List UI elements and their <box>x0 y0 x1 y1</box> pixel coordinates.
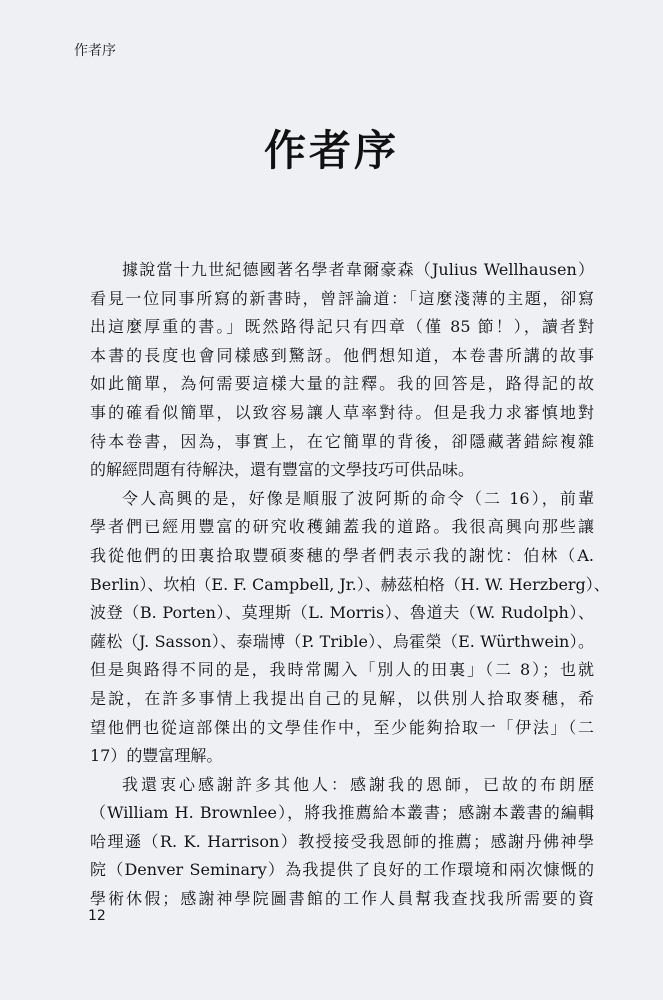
page-title: 作者序 <box>263 126 399 175</box>
text-line: 事的確看似簡單，以致容易讓人草率對待。但是我力求審慎地對 <box>90 402 594 422</box>
text-line: 哈理遜（R. K. Harrison）教授接受我恩師的推薦；感謝丹佛神學 <box>90 831 594 851</box>
text-line: 學術休假；感謝神學院圖書館的工作人員幫我查找我所需要的資 <box>90 889 594 909</box>
text-line: 但是與路得不同的是，我時常闖入「別人的田裏」（二 8）；也就 <box>90 660 594 680</box>
text-line: 我從他們的田裏拾取豐碩麥穗的學者們表示我的謝忱：伯林（A. <box>90 545 594 565</box>
text-line: 望他們也從這部傑出的文學佳作中，至少能夠拾取一「伊法」（二 <box>90 717 594 737</box>
text-line: 薩松（J. Sasson）、泰瑞博（P. Trible）、烏霍榮（E. Würthwein）。 <box>90 631 594 651</box>
text-line: （William H. Brownlee），將我推薦給本叢書；感謝本叢書的編輯 <box>90 803 594 823</box>
text-line: 學者們已經用豐富的研究收穫鋪蓋我的道路。我很高興向那些讓 <box>90 517 594 537</box>
running-head: 作者序 <box>74 43 116 59</box>
text-line: 如此簡單，為何需要這樣大量的註釋。我的回答是，路得記的故 <box>90 374 594 394</box>
text-line: 出這麼厚重的書。」既然路得記只有四章（僅 85 節！），讀者對 <box>90 317 594 337</box>
text-line: 的解經問題有待解決，還有豐富的文學技巧可供品味。 <box>90 460 475 480</box>
text-line: 據說當十九世紀德國著名學者韋爾豪森（Julius Wellhausen） <box>122 260 594 279</box>
text-line: 我還衷心感謝許多其他人：感謝我的恩師，已故的布朗歷 <box>122 774 594 794</box>
text-line: 是說，在許多事情上我提出自己的見解，以供別人拾取麥穗，希 <box>90 688 594 708</box>
text-line: 看見一位同事所寫的新書時，曾評論道：「這麼淺薄的主題，卻寫 <box>90 288 594 308</box>
text-line: Berlin）、坎柏（E. F. Campbell, Jr.）、赫茲柏格（H. W. Herzberg）、 <box>90 574 610 594</box>
text-line: 令人高興的是，好像是順服了波阿斯的命令（二 16），前輩 <box>122 488 594 508</box>
text-line: 17）的豐富理解。 <box>90 746 223 766</box>
text-line: 本書的長度也會同樣感到驚訝。他們想知道，本卷書所講的故事 <box>90 345 594 365</box>
text-line: 待本卷書，因為，事實上，在它簡單的背後，卻隱藏著錯綜複雜 <box>90 431 594 451</box>
text-line: 波登（B. Porten）、莫理斯（L. Morris）、魯道夫（W. Rudolph）、 <box>90 603 594 623</box>
page-number: 12 <box>88 908 106 924</box>
body-text <box>90 256 610 914</box>
text-line: 院（Denver Seminary）為我提供了良好的工作環境和兩次慷慨的 <box>90 860 594 880</box>
